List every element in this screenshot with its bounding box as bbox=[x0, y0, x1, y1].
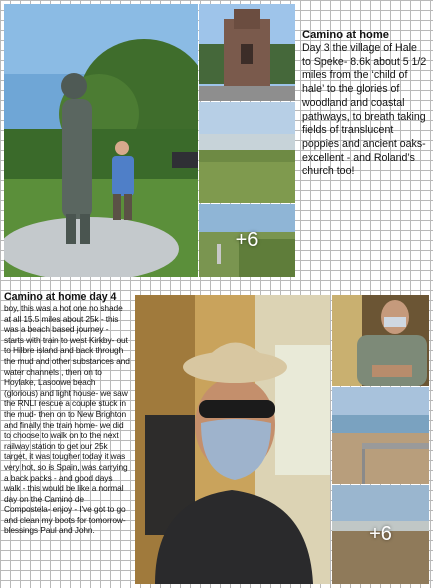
post-2-caption bbox=[1, 289, 133, 538]
photo-path-more[interactable] bbox=[199, 204, 295, 277]
photo-church-tower[interactable] bbox=[199, 4, 295, 101]
photo-beach-more[interactable] bbox=[332, 485, 429, 584]
photo-beach-promenade[interactable] bbox=[332, 387, 429, 484]
post-1-caption bbox=[299, 26, 431, 181]
more-photos-count[interactable]: +6 bbox=[235, 229, 259, 251]
photo-statue-in-park[interactable] bbox=[4, 4, 198, 277]
photo-field-and-estuary[interactable] bbox=[199, 102, 295, 203]
photo-man-on-train[interactable] bbox=[332, 295, 429, 386]
photo-selfie-on-train[interactable] bbox=[135, 295, 330, 584]
post-1-title: Camino at home bbox=[302, 29, 390, 41]
post-2-title: Camino at home day 4 bbox=[4, 291, 117, 303]
post-2-body: boy, this was a hot one no shade at all 15.5 miles about 25k - this was a beach based journey - starts with train to west Kirkby- out to Hilbre island and back through the mud and other substances and water channels , then on to Hoylake, Lasoowe beach (glorious) and light house- we saw the RNLI rescue a couple stuck in the mud- then on to New Brighton and finally the train home- we did to choose to walk on to the next railway station to get our 25k target, it was tougher today it was very hot, so is Spain, was carrying a back packs - and good days walk - this would be like a normal day on the Camino de Compostela- enjoy - I've got to go and clean my boots for tomorrow- blessings Paul and John. bbox=[4, 303, 130, 536]
post-1-body: Day 3 the village of Hale to Speke- 8.6k about 5 1/2 miles from the ‘child of hale’ to the glories of woodland and coastal pathways, to breath taking fields of translucent poppies and ancient oaks- excellent - and Roland’s church too! bbox=[302, 42, 427, 178]
more-photos-count[interactable]: +6 bbox=[369, 523, 392, 545]
